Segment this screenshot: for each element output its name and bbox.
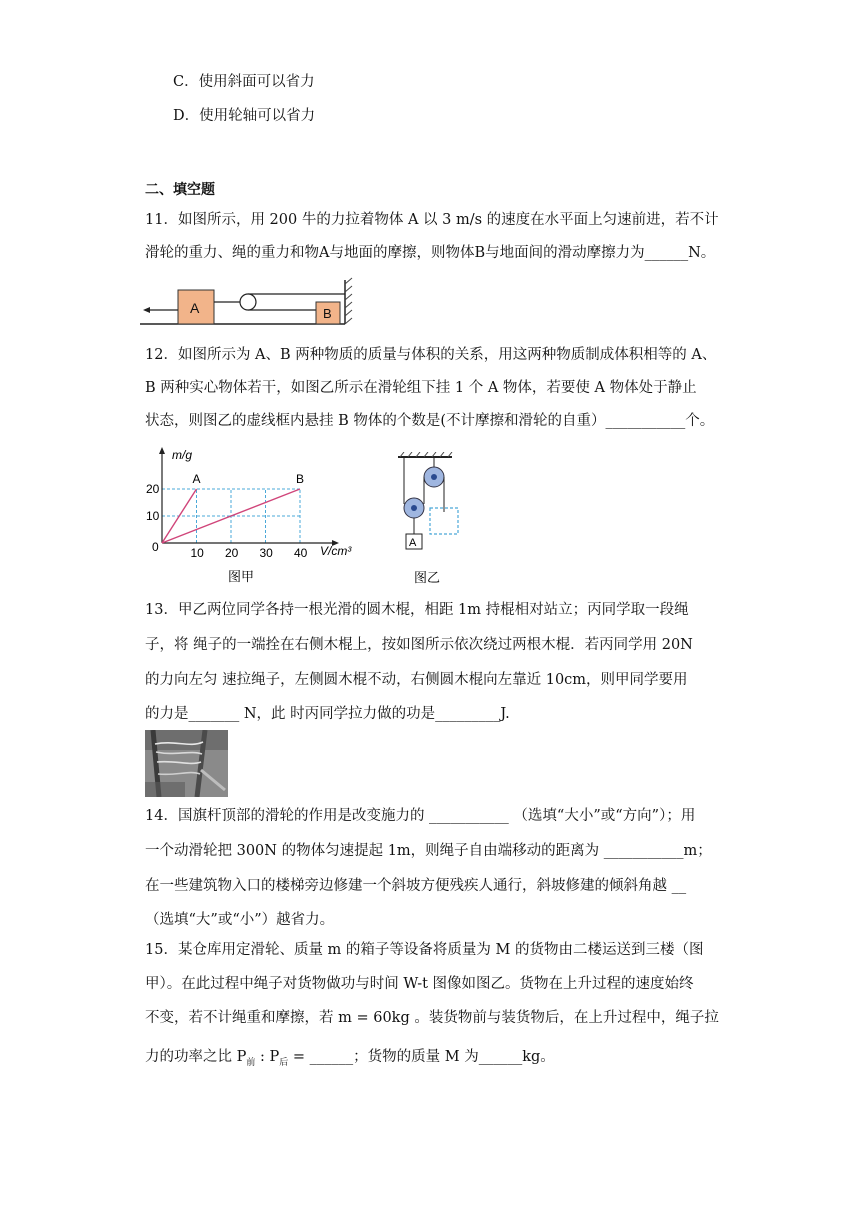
pulley-caption: 图乙 (414, 570, 441, 585)
q12-line-3: 状态，则图乙的虚线框内悬挂 B 物体的个数是(不计摩擦和滑轮的自重）___________个。 (145, 413, 715, 429)
chart-origin: 0 (152, 540, 159, 554)
q13-line-2: 子，将 绳子的一端拴在右侧木棍上，按如图所示依次绕过两根木棍．若丙同学用 20N (145, 637, 693, 653)
q14-line-1: 14．国旗杆顶部的滑轮的作用是改变施力的 ___________ （选填“大小”或“方向”）；用 (145, 808, 696, 824)
chart-xlabel: V/cm³ (320, 544, 352, 558)
q13-line-4: 的力是_______ N，此 时丙同学拉力做的功是_________J. (145, 706, 510, 722)
q13-line-3: 的力向左匀 速拉绳子，左侧圆木棍不动，右侧圆木棍向左靠近 10cm，则甲同学要用 (145, 672, 688, 688)
series-label-A: A (192, 472, 201, 486)
q11-label-b: B (323, 306, 332, 321)
pulley-figure (390, 452, 470, 585)
x-tick-0: 10 (190, 546, 204, 560)
q13-line-1: 13．甲乙两位同学各持一根光滑的圆木棍，相距 1m 持棍相对站立；丙同学取一段绳 (145, 602, 689, 618)
option-d: D．使用轮轴可以省力 (173, 108, 316, 124)
pulley-label-a: A (409, 537, 417, 549)
section-title: 二、填空题 (145, 182, 215, 198)
q11-figure (140, 276, 380, 332)
chart-caption: 图甲 (228, 569, 255, 584)
q11-label-a: A (190, 300, 200, 316)
y-tick-1: 20 (146, 482, 160, 496)
q12-line-2: B 两种实心物体若干，如图乙所示在滑轮组下挂 1 个 A 物体，若要使 A 物体处于静止 (145, 380, 697, 396)
q15-line-3: 不变，若不计绳重和摩擦，若 m = 60kg 。装货物前与装货物后，在上升过程中，绳子拉 (145, 1010, 719, 1026)
mass-volume-chart (140, 445, 370, 585)
chart-ylabel: m/g (172, 448, 193, 462)
q12-line-1: 12．如图所示为 A、B 两种物质的质量与体积的关系，用这两种物质制成体积相等的 A、 (145, 347, 717, 363)
x-tick-2: 30 (259, 546, 273, 560)
y-tick-0: 10 (146, 509, 160, 523)
q14-line-4: （选填“大”或“小”）越省力。 (145, 912, 335, 928)
q15-line-4: 力的功率之比 $P_前$ : $P_后$ = ______；货物的质量 M 为______kg。 (145, 1049, 555, 1068)
q14-line-2: 一个动滑轮把 300N 的物体匀速提起 1m，则绳子自由端移动的距离为 ___________m； (145, 843, 712, 859)
q11-line-1: 11．如图所示，用 200 牛的力拉着物体 A 以 3 m/s 的速度在水平面上匀速前进，若不计 (145, 212, 719, 228)
q11-line-2: 滑轮的重力、绳的重力和物A与地面的摩擦，则物体B与地面间的滑动摩擦力为______N。 (145, 245, 716, 261)
option-c: C．使用斜面可以省力 (173, 74, 315, 90)
x-tick-1: 20 (225, 546, 239, 560)
x-tick-3: 40 (294, 546, 308, 560)
q15-line-1: 15．某仓库用定滑轮、质量 m 的箱子等设备将质量为 M 的货物由二楼运送到三楼（图 (145, 942, 704, 958)
q15-line-2: 甲）。在此过程中绳子对货物做功与时间 W-t 图像如图乙。货物在上升过程的速度始终 (145, 976, 694, 992)
rope-sticks-photo (145, 730, 228, 797)
q14-line-3: 在一些建筑物入口的楼梯旁边修建一个斜坡方便残疾人通行，斜坡修建的倾斜角越 __ (145, 878, 687, 894)
series-label-B: B (296, 472, 305, 486)
